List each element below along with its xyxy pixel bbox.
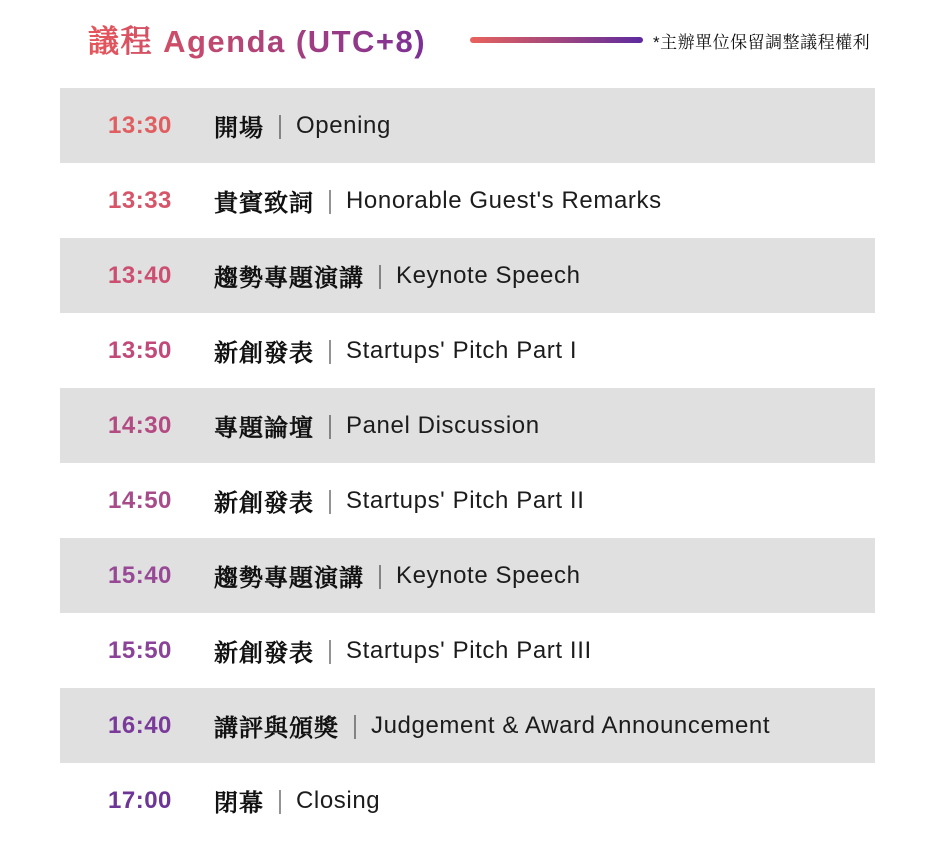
agenda-time: 13:40 bbox=[108, 261, 172, 289]
agenda-title-separator: ｜ bbox=[318, 415, 342, 442]
agenda-title-separator: ｜ bbox=[268, 115, 292, 142]
agenda-row bbox=[60, 313, 875, 388]
agenda-header bbox=[0, 0, 932, 88]
agenda-title-separator: ｜ bbox=[368, 565, 392, 592]
agenda-title-en: Panel Discussion bbox=[346, 411, 540, 439]
page-title: 議程 Agenda (UTC+8) bbox=[88, 16, 426, 61]
agenda-title-zh: 新創發表 bbox=[214, 640, 314, 667]
agenda-title-separator: ｜ bbox=[318, 640, 342, 667]
agenda-title-separator: ｜ bbox=[268, 790, 292, 817]
agenda-title-en: Startups' Pitch Part I bbox=[346, 336, 578, 364]
agenda-row bbox=[60, 463, 875, 538]
agenda-item-title bbox=[214, 408, 540, 443]
agenda-row bbox=[60, 388, 875, 463]
agenda-title-en: Closing bbox=[296, 786, 381, 814]
agenda-title-en: Keynote Speech bbox=[396, 261, 581, 289]
agenda-time: 16:40 bbox=[108, 711, 172, 739]
agenda-item-title bbox=[214, 183, 662, 218]
agenda-list bbox=[60, 88, 875, 838]
agenda-item-title bbox=[214, 633, 592, 668]
agenda-item-title bbox=[214, 558, 581, 593]
agenda-title-zh: 新創發表 bbox=[214, 490, 314, 517]
agenda-row bbox=[60, 613, 875, 688]
agenda-title-en: Startups' Pitch Part III bbox=[346, 636, 592, 664]
agenda-title-zh: 新創發表 bbox=[214, 340, 314, 367]
agenda-title-zh: 趨勢專題演講 bbox=[214, 565, 364, 592]
agenda-row bbox=[60, 238, 875, 313]
agenda-title-zh: 貴賓致詞 bbox=[214, 190, 314, 217]
agenda-item-title bbox=[214, 108, 391, 143]
agenda-time: 13:30 bbox=[108, 111, 172, 139]
agenda-time: 13:33 bbox=[108, 186, 172, 214]
agenda-title-separator: ｜ bbox=[368, 265, 392, 292]
agenda-row bbox=[60, 763, 875, 838]
agenda-title-en: Opening bbox=[296, 111, 391, 139]
agenda-row bbox=[60, 88, 875, 163]
agenda-item-title bbox=[214, 333, 577, 368]
agenda-title-en: Honorable Guest's Remarks bbox=[346, 186, 662, 214]
agenda-item-title bbox=[214, 258, 581, 293]
header-divider-line bbox=[470, 37, 643, 43]
agenda-time: 17:00 bbox=[108, 786, 172, 814]
agenda-title-separator: ｜ bbox=[343, 715, 367, 742]
agenda-title-zh: 講評與頒獎 bbox=[214, 715, 339, 742]
agenda-title-zh: 閉幕 bbox=[214, 790, 264, 817]
agenda-time: 14:50 bbox=[108, 486, 172, 514]
agenda-row bbox=[60, 688, 875, 763]
agenda-time: 13:50 bbox=[108, 336, 172, 364]
agenda-title-zh: 趨勢專題演講 bbox=[214, 265, 364, 292]
agenda-item-title bbox=[214, 483, 584, 518]
agenda-time: 15:50 bbox=[108, 636, 172, 664]
agenda-time: 14:30 bbox=[108, 411, 172, 439]
schedule-disclaimer: *主辦單位保留調整議程權利 bbox=[653, 33, 871, 52]
agenda-title-separator: ｜ bbox=[318, 490, 342, 517]
agenda-title-zh: 專題論壇 bbox=[214, 415, 314, 442]
agenda-time: 15:40 bbox=[108, 561, 172, 589]
agenda-row bbox=[60, 538, 875, 613]
agenda-item-title bbox=[214, 708, 770, 743]
agenda-row bbox=[60, 163, 875, 238]
agenda-title-en: Keynote Speech bbox=[396, 561, 581, 589]
agenda-title-separator: ｜ bbox=[318, 190, 342, 217]
agenda-title-separator: ｜ bbox=[318, 340, 342, 367]
agenda-title-en: Judgement & Award Announcement bbox=[371, 711, 771, 739]
agenda-item-title bbox=[214, 783, 380, 818]
agenda-title-zh: 開場 bbox=[214, 115, 264, 142]
agenda-title-en: Startups' Pitch Part II bbox=[346, 486, 585, 514]
